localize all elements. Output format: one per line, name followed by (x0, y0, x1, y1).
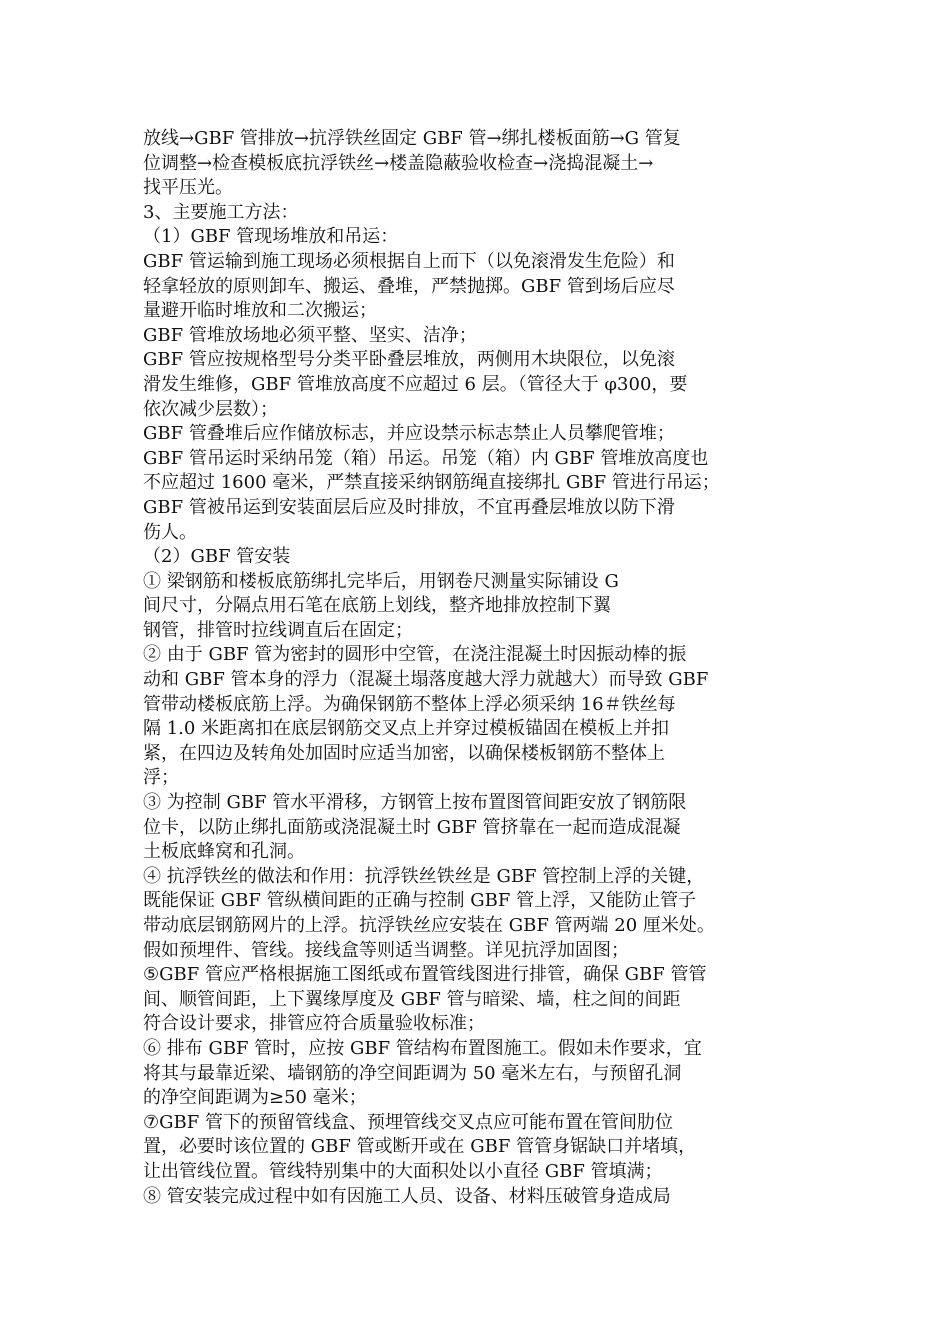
text-line: 符合设计要求，排管应符合质量验收标准； (143, 1013, 485, 1035)
text-line: 3、主要施工方法： (143, 201, 299, 223)
text-line: 让出管线位置。管线特别集中的大面积处以小直径 GBF 管填满； (143, 1160, 663, 1182)
text-line: GBF 管被吊运到安装面层后应及时排放，不宜再叠层堆放以防下滑 (143, 496, 675, 518)
text-line: GBF 管运输到施工现场必须根据自上而下（以免滚滑发生危险）和 (143, 250, 675, 272)
text-line: ⑦GBF 管下的预留管线盒、预埋管线交叉点应可能布置在管间肋位 (143, 1111, 673, 1133)
text-line: ⑥ 排布 GBF 管时，应按 GBF 管结构布置图施工。假如未作要求，宜 (143, 1037, 702, 1059)
text-line: 依次减少层数）； (143, 398, 278, 420)
text-line: 置，必要时该位置的 GBF 管或断开或在 GBF 管管身锯缺口并堵填， (143, 1136, 697, 1158)
text-line: 滑发生维修，GBF 管堆放高度不应超过 6 层。（管径大于 φ300，要 (143, 373, 688, 395)
text-line: 管带动楼板底筋上浮。为确保钢筋不整体上浮必须采纳 16＃铁丝每 (143, 693, 676, 715)
text-line: 钢管，排管时拉线调直后在固定； (143, 619, 413, 641)
text-line: 带动底层钢筋网片的上浮。抗浮铁丝应安装在 GBF 管两端 20 厘米处。 (143, 915, 715, 936)
text-line: 将其与最靠近梁、墙钢筋的净空间距调为 50 毫米左右，与预留孔洞 (143, 1062, 682, 1084)
text-line: 既能保证 GBF 管纵横间距的正确与控制 GBF 管上浮，又能防止管子 (143, 890, 697, 912)
text-line: 动和 GBF 管本身的浮力（混凝土塌落度越大浮力就越大）而导致 GBF (143, 669, 709, 691)
text-line: ③ 为控制 GBF 管水平滑移，方钢管上按布置图管间距安放了钢筋限 (143, 792, 687, 814)
text-line: ⑧ 管安装完成过程中如有因施工人员、设备、材料压破管身造成局 (143, 1185, 671, 1207)
text-line: GBF 管吊运时采纳吊笼（箱）吊运。吊笼（箱）内 GBF 管堆放高度也 (143, 447, 709, 469)
text-line: ① 梁钢筋和楼板底筋绑扎完毕后，用钢卷尺测量实际铺设 G (143, 570, 619, 592)
text-line: 假如预埋件、管线。接线盒等则适当调整。详见抗浮加固图； (143, 939, 629, 961)
text-line: 量避开临时堆放和二次搬运； (143, 300, 377, 322)
text-line: 放线→GBF 管排放→抗浮铁丝固定 GBF 管→绑扎楼板面筋→G 管复 (143, 128, 681, 149)
text-line: 浮； (143, 767, 179, 789)
text-line: 隔 1.0 米距离扣在底层钢筋交叉点上并穿过模板锚固在模板上并扣 (143, 718, 670, 740)
text-line: GBF 管叠堆后应作储放标志，并应设禁示标志禁止人员攀爬管堆； (143, 423, 675, 445)
text-line: （1）GBF 管现场堆放和吊运： (143, 226, 399, 248)
text-line: 位卡，以防止绑扎面筋或浇混凝土时 GBF 管挤靠在一起而造成混凝 (143, 816, 681, 838)
document-body (143, 127, 813, 1209)
text-line: 位调整→检查模板底抗浮铁丝→楼盖隐蔽验收检查→浇捣混凝土→ (143, 152, 654, 174)
text-line: GBF 管应按规格型号分类平卧叠层堆放，两侧用木块限位，以免滚 (143, 349, 675, 371)
text-line: 伤人。 (143, 521, 197, 543)
text-line: 轻拿轻放的原则卸车、搬运、叠堆，严禁抛掷。GBF 管到场后应尽 (143, 275, 675, 297)
text-line: 不应超过 1600 毫米，严禁直接采纳钢筋绳直接绑扎 GBF 管进行吊运； (143, 472, 720, 494)
text-line: （2）GBF 管安装 (143, 546, 291, 568)
text-line: 找平压光。 (143, 177, 233, 199)
text-line: ④ 抗浮铁丝的做法和作用：抗浮铁丝铁丝是 GBF 管控制上浮的关键， (143, 865, 705, 887)
text-line: 紧，在四边及转角处加固时应适当加密，以确保楼板钢筋不整体上 (143, 742, 665, 764)
text-line: 的净空间距调为≥50 毫米； (143, 1087, 367, 1109)
text-line: 间尺寸，分隔点用石笔在底筋上划线，整齐地排放控制下翼 (143, 595, 611, 617)
text-line: GBF 管堆放场地必须平整、坚实、洁净； (143, 324, 477, 346)
text-line: ⑤GBF 管应严格根据施工图纸或布置管线图进行排管，确保 GBF 管管 (143, 964, 707, 986)
text-line: ② 由于 GBF 管为密封的圆形中空管，在浇注混凝土时因振动棒的振 (143, 644, 687, 666)
text-line: 土板底蜂窝和孔洞。 (143, 841, 305, 863)
text-line: 间、顺管间距，上下翼缘厚度及 GBF 管与暗梁、墙，柱之间的间距 (143, 988, 681, 1010)
